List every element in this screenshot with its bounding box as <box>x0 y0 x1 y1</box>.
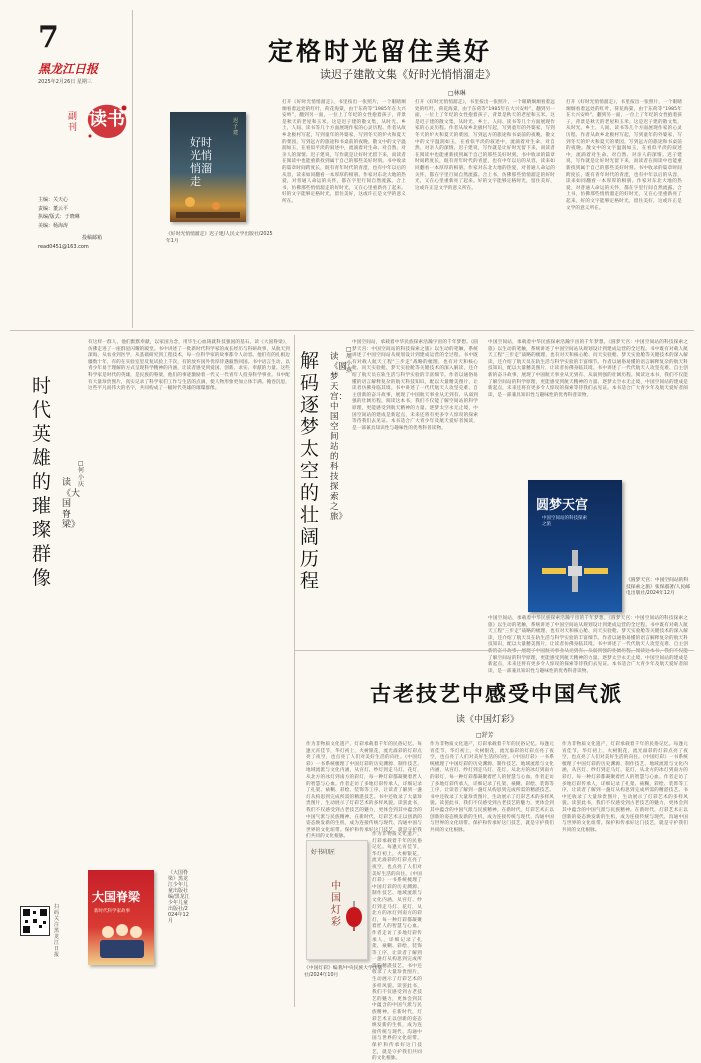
article3-caption: 《圆梦天宫：中国空间站的科技探索之旅》张保淑著/人民邮电出版社/2024年12月 <box>626 578 690 596</box>
article4-subtitle: 读《中国灯彩》 <box>456 715 520 725</box>
article3-title-vertical: 解码逐梦太空的壮阔历程 <box>300 350 320 592</box>
article3-body-col1: 中国空间站，承载着中华民族探索浩瀚宇宙的千年梦想。《圆梦天宫：中国空间站的科技探索之旅》以生动的笔触，系统讲述了中国空间站从规划设计到建成运营的全过程。书中既有对载人航天工程“三步走”战略的梳理，也有对天和核心舱、问天实验舱、梦天实验舱等关键技术的深入解读，还介绍了航天员在轨生活与科学实验的丰富细节。作者以通俗易懂的语言解释复杂的航天科技知识，配以大量精美图片，让读者仿佛身临其境。书中讲述了一代代航天人攻坚克难、自主创新的奋斗故事，展现了中国航天事业从无到有、从弱到强的壮阔历程。阅读这本书，我们不仅能了解空间站的科学原理，更能感受到航天精神的力量。逐梦太空永无止境，中国空间站的建成是新起点，未来还将有更多令人惊叹的探索等待我们去见证。本书适合广大青少年及航天爱好者阅读，是一部兼具知识性与趣味性的优秀科普读物。 <box>352 340 478 431</box>
article3-book-title: 圆梦天宫 <box>536 498 589 513</box>
article2-author: □何小庆 <box>78 460 85 488</box>
article1-author: □林琳 <box>448 90 466 97</box>
email-label: 投稿邮箱 <box>82 235 103 241</box>
article1-body-col1: 打开《好时光悄悄溜走》，书里按出一张照片，一个眼睛炯炯看着远处的红叶，荷花海棠，由于东荷等“1985年在大兴安岭”，翻到另一面，一位上了年纪的女性抱着孩子，背景是秋天的老屋和玉米。这是迟子建的散文集，从时光、乡土、人间、读书等几个方面展现作家的心灵历程。作者从故乡北极村写起，写到童年的外婆家，写到冬天的炉火和夏天的菜园，写到远方的旅途和书桌前的夜晚。散文中的文字温润如玉，在看似平淡的叙述中，流淌着对生命、对自然、对亲人的深情。迟子建说，写作就是让好时光留下来，而读者在阅读中也能重新找到属于自己的那些美好时刻。书中收录的篇章时间跨度长，既有青年时代的青涩，也有中年以后的从容，读来如同翻看一本厚厚的相册。作家对东北大地的热爱，对普通人命运的关怀，都在字里行间自然流露。合上书，仿佛那些悄悄溜走的好时光，又在心里重新亮了起来。好的文字能够定格时光，留住美好，这或许正是文学的意义所在。 <box>282 100 406 204</box>
column-small-label: 副刊 <box>68 112 78 133</box>
article1-book-title: 好时光悄悄溜走 <box>190 136 212 188</box>
article4-title: 古老技艺中感受中国气派 <box>370 681 623 706</box>
article2-book-title: 大国脊梁 <box>92 890 141 904</box>
credit-editor-in-chief: 主编：关天心 <box>38 197 69 203</box>
scientists-illustration-icon <box>96 920 146 960</box>
article2-title-vertical: 时代英雄的璀璨群像 <box>32 375 52 589</box>
article4-caption: 《中国灯彩》编著/中央民族大学出版社/2024年10月 <box>304 966 383 978</box>
article1-body-col3: 打开《好时光悄悄溜走》，书里按出一张照片，一个眼睛炯炯看着远处的红叶，荷花海棠，由于东荷等“1985年在大兴安岭”，翻到另一面，一位上了年纪的女性抱着孩子，背景是秋天的老屋和玉米。这是迟子建的散文集，从时光、乡土、人间、读书等几个方面展现作家的心灵历程。作者从故乡北极村写起，写到童年的外婆家，写到冬天的炉火和夏天的菜园，写到远方的旅途和书桌前的夜晚。散文中的文字温润如玉，在看似平淡的叙述中，流淌着对生命、对自然、对亲人的深情。迟子建说，写作就是让好时光留下来，而读者在阅读中也能重新找到属于自己的那些美好时刻。书中收录的篇章时间跨度长，既有青年时代的青涩，也有中年以后的从容，读来如同翻看一本厚厚的相册。作家对东北大地的热爱，对普通人命运的关怀，都在字里行间自然流露。合上书，仿佛那些悄悄溜走的好时光，又在心里重新亮了起来。好的文字能够定格时光，留住美好，这或许正是文学的意义所在。 <box>566 100 682 211</box>
page-number: 7 <box>38 20 59 55</box>
article2-caption: 《大国脊梁》黑龙江少年儿童出版社编/黑龙江少年儿童出版社/2024年12月 <box>168 870 190 924</box>
article1-title: 定格时光留住美好 <box>268 37 493 66</box>
article4-author: □舒芳 <box>476 732 494 739</box>
credits-block <box>38 196 102 251</box>
article3-book-cover <box>528 480 622 612</box>
article4-body-col1: 作为非物质文化遗产，灯彩承载着千年的民俗记忆。每逢元宵佳节，华灯初上，火树银花，流光溢彩的灯彩点亮了夜空，也点亮了人们对美好生活的向往。《中国灯彩》一书系统梳理了中国灯彩的历史渊源、制作技艺、地域流派与文化内涵，从宫灯、纱灯到走马灯、花灯，从北方的冰灯到南方的彩灯，每一种灯彩都凝聚着匠人的智慧与心血。作者走访了多地灯彩传承人，详细记录了扎架、裱糊、彩绘、装饰等工序，让读者了解到一盏灯从构思到完成所需的精湛技艺。书中还收录了大量珍贵图片，生动展示了灯彩艺术的多样风貌。读罢此书，我们不仅感受到古老技艺的魅力，更体会到其中蕴含的中国气派与民族精神。在新时代，灯彩艺术正以创新的姿态焕发新的生机，成为连接传统与现代、沟通中国与世界的文化纽带。保护和传承好这门技艺，就是守护我们共同的文化根脉。 <box>306 742 422 840</box>
article4-body-col3: 作为非物质文化遗产，灯彩承载着千年的民俗记忆。每逢元宵佳节，华灯初上，火树银花，流光溢彩的灯彩点亮了夜空，也点亮了人们对美好生活的向往。《中国灯彩》一书系统梳理了中国灯彩的历史渊源、制作技艺、地域流派与文化内涵，从宫灯、纱灯到走马灯、花灯，从北方的冰灯到南方的彩灯，每一种灯彩都凝聚着匠人的智慧与心血。作者走访了多地灯彩传承人，详细记录了扎架、裱糊、彩绘、装饰等工序，让读者了解到一盏灯从构思到完成所需的精湛技艺。书中还收录了大量珍贵图片，生动展示了灯彩艺术的多样风貌。读罢此书，我们不仅感受到古老技艺的魅力，更体会到其中蕴含的中国气派与民族精神。在新时代，灯彩艺术正以创新的姿态焕发新的生机，成为连接传统与现代、沟通中国与世界的文化纽带。保护和传承好这门技艺，就是守护我们共同的文化根脉。 <box>430 742 554 833</box>
article2-book-tagline: 新时代科学家故事 <box>94 909 130 914</box>
article3-subtitle-vertical: 读《圆梦天宫：中国空间站的科技探索之旅》 <box>330 352 348 522</box>
article1-book-author: 迟子建 <box>233 118 239 136</box>
credit-editor: 责编：董云平 <box>38 205 69 212</box>
article1-book-cover <box>170 112 246 222</box>
date-line: 2025年2月26日 星期三 <box>38 79 92 85</box>
credit-art: 美编：杨海涛 <box>38 222 69 229</box>
article1-subtitle: 读迟子建散文集《好时光悄悄溜走》 <box>320 68 496 81</box>
article4-book-cover <box>306 840 368 960</box>
email-address[interactable]: read0451@163.com <box>38 243 89 250</box>
column-big-label: 读书 <box>89 109 125 130</box>
article4-body-col2: 作为非物质文化遗产，灯彩承载着千年的民俗记忆。每逢元宵佳节，华灯初上，火树银花，流光溢彩的灯彩点亮了夜空，也点亮了人们对美好生活的向往。《中国灯彩》一书系统梳理了中国灯彩的历史渊源、制作技艺、地域流派与文化内涵，从宫灯、纱灯到走马灯、花灯，从北方的冰灯到南方的彩灯，每一种灯彩都凝聚着匠人的智慧与心血。作者走访了多地灯彩传承人，详细记录了扎架、裱糊、彩绘、装饰等工序，让读者了解到一盏灯从构思到完成所需的精湛技艺。书中还收录了大量珍贵图片，生动展示了灯彩艺术的多样风貌。读罢此书，我们不仅感受到古老技艺的魅力，更体会到其中蕴含的中国气派与民族精神。在新时代，灯彩艺术正以创新的姿态焕发新的生机，成为连接传统与现代、沟通中国与世界的文化纽带。保护和传承好这门技艺，就是守护我们共同的文化根脉。 <box>372 832 422 1062</box>
article3-body-col3: 中国空间站，承载着中华民族探索浩瀚宇宙的千年梦想。《圆梦天宫：中国空间站的科技探索之旅》以生动的笔触，系统讲述了中国空间站从规划设计到建成运营的全过程。书中既有对载人航天工程“三步走”战略的梳理，也有对天和核心舱、问天实验舱、梦天实验舱等关键技术的深入解读，还介绍了航天员在轨生活与科学实验的丰富细节。作者以通俗易懂的语言解释复杂的航天科技知识，配以大量精美图片，让读者仿佛身临其境。书中讲述了一代代航天人攻坚克难、自主创新的奋斗故事，展现了中国航天事业从无到有、从弱到强的壮阔历程。阅读这本书，我们不仅能了解空间站的科学原理，更能感受到航天精神的力量。逐梦太空永无止境，中国空间站的建成是新起点，未来还将有更多令人惊叹的探索等待我们去见证。本书适合广大青少年及航天爱好者阅读，是一部兼具知识性与趣味性的优秀科普读物。 <box>488 616 688 674</box>
red-lantern-icon <box>345 901 363 931</box>
qr-code-icon <box>21 907 49 935</box>
article4-book-title: 中国灯彩 <box>331 881 341 928</box>
article3-author: □周小燕 <box>346 346 353 374</box>
article2-book-cover <box>88 870 154 965</box>
article4-body-col4: 作为非物质文化遗产，灯彩承载着千年的民俗记忆。每逢元宵佳节，华灯初上，火树银花，流光溢彩的灯彩点亮了夜空，也点亮了人们对美好生活的向往。《中国灯彩》一书系统梳理了中国灯彩的历史渊源、制作技艺、地域流派与文化内涵，从宫灯、纱灯到走马灯、花灯，从北方的冰灯到南方的彩灯，每一种灯彩都凝聚着匠人的智慧与心血。作者走访了多地灯彩传承人，详细记录了扎架、裱糊、彩绘、装饰等工序，让读者了解到一盏灯从构思到完成所需的精湛技艺。书中还收录了大量珍贵图片，生动展示了灯彩艺术的多样风貌。读罢此书，我们不仅感受到古老技艺的魅力，更体会到其中蕴含的中国气派与民族精神。在新时代，灯彩艺术正以创新的姿态焕发新的生机，成为连接传统与现代、沟通中国与世界的文化纽带。保护和传承好这门技艺，就是守护我们共同的文化根脉。 <box>562 742 688 833</box>
lantern-illustration-icon <box>176 192 240 218</box>
article1-caption: 《好时光悄悄溜走》迟子建/人民文学出版社/2025年1月 <box>166 232 273 244</box>
article2-body-col1: 有这样一群人，他们默默奉献，以家国为念，用毕生心血铸就科技强国的基石。读《大国脊梁》，仿佛走进了一座群星闪耀的殿堂。书中讲述了一批新时代科学家的成长经历与科研故事，从航天到深海，从农业到医学，从基础研究到工程技术，每一位科学家的故事都令人动容。他们有的扎根边疆数十年，有的在实验室里反复试验上千次，有的放弃国外优厚待遇毅然回国。书中语言生动，以青少年易于理解的方式呈现科学精神的内涵，让读者感受到爱国、创新、求实、奉献的力量。这些科学家是时代的英雄，是民族的脊梁，他们的事迹激励着一代又一代青年人投身科学事业。书中配有大量珍贵图片，真实记录了科学家们工作与生活的点滴，使人物形象更加立体丰满。掩卷沉思，这些平凡而伟大的名字，共同构成了一幅时代英雄的璀璨群像。 <box>88 340 290 392</box>
qr-caption: 扫码关注黑龙江日报 <box>54 904 60 958</box>
article4-book-series: 好书印匠 <box>311 849 336 856</box>
article3-body-col2: 中国空间站，承载着中华民族探索浩瀚宇宙的千年梦想。《圆梦天宫：中国空间站的科技探索之旅》以生动的笔触，系统讲述了中国空间站从规划设计到建成运营的全过程。书中既有对载人航天工程“三步走”战略的梳理，也有对天和核心舱、问天实验舱、梦天实验舱等关键技术的深入解读，还介绍了航天员在轨生活与科学实验的丰富细节。作者以通俗易懂的语言解释复杂的航天科技知识，配以大量精美图片，让读者仿佛身临其境。书中讲述了一代代航天人攻坚克难、自主创新的奋斗故事，展现了中国航天事业从无到有、从弱到强的壮阔历程。阅读这本书，我们不仅能了解空间站的科学原理，更能感受到航天精神的力量。逐梦太空永无止境，中国空间站的建成是新起点，未来还将有更多令人惊叹的探索等待我们去见证。本书适合广大青少年及航天爱好者阅读，是一部兼具知识性与趣味性的优秀科普读物。 <box>488 340 688 398</box>
qr-code[interactable] <box>20 906 50 936</box>
paper-name: 黑龙江日报 <box>38 62 99 76</box>
article1-body-col2: 打开《好时光悄悄溜走》，书里按出一张照片，一个眼睛炯炯看着远处的红叶，荷花海棠，由于东荷等“1985年在大兴安岭”，翻到另一面，一位上了年纪的女性抱着孩子，背景是秋天的老屋和玉米。这是迟子建的散文集，从时光、乡土、人间、读书等几个方面展现作家的心灵历程。作者从故乡北极村写起，写到童年的外婆家，写到冬天的炉火和夏天的菜园，写到远方的旅途和书桌前的夜晚。散文中的文字温润如玉，在看似平淡的叙述中，流淌着对生命、对自然、对亲人的深情。迟子建说，写作就是让好时光留下来，而读者在阅读中也能重新找到属于自己的那些美好时刻。书中收录的篇章时间跨度长，既有青年时代的青涩，也有中年以后的从容，读来如同翻看一本厚厚的相册。作家对东北大地的热爱，对普通人命运的关怀，都在字里行间自然流露。合上书，仿佛那些悄悄溜走的好时光，又在心里重新亮了起来。好的文字能够定格时光，留住美好，这或许正是文学的意义所在。 <box>415 100 555 191</box>
credit-layout: 执编/版式：于晓琳 <box>38 214 80 220</box>
space-station-icon <box>538 542 612 602</box>
article2-subtitle-vertical: 读《大国脊梁》 <box>62 478 81 530</box>
article3-book-subtitle: 中国空间站的科技探索之旅 <box>542 516 587 527</box>
